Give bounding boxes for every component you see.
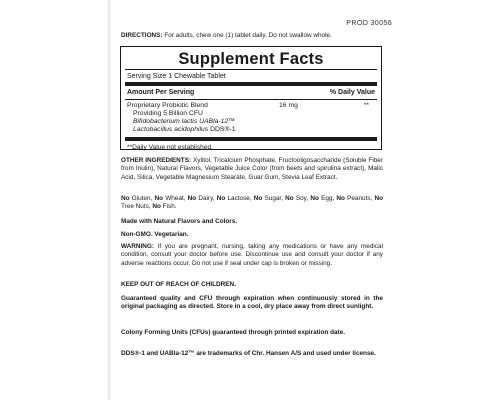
- strain-2-italic: Lactobacillus acidophilus: [133, 126, 209, 133]
- amount-header: Amount Per Serving: [127, 89, 195, 96]
- no-word: No: [152, 203, 161, 211]
- blend-sub: Providing 5 Billion CFU: [133, 110, 203, 117]
- no-word: No: [187, 195, 197, 202]
- strain-1-text: Bifidobacterium lactis UABla-12™: [133, 118, 235, 125]
- allergen-item: Soy,: [293, 195, 311, 202]
- facts-header-row: [121, 86, 381, 99]
- allergen-item: Wheat,: [163, 195, 188, 202]
- no-word: No: [336, 195, 345, 202]
- allergen-item: Peanuts,: [344, 195, 375, 202]
- allergen-item: Lactose,: [225, 195, 254, 202]
- guarantee-statement: Guaranteed quality and CFU through expiration when continuously stored in the original packaging as directed. Store in a cool, dry place away from direct sunlight.: [121, 295, 383, 311]
- non-gmo: Non-GMO. Vegetarian.: [121, 231, 189, 238]
- panel-edge: [108, 0, 112, 400]
- allergen-item: Egg,: [318, 195, 337, 202]
- directions-text: For adults, chew one (1) tablet daily. Do not swallow whole.: [162, 32, 332, 39]
- product-code: PROD 30056: [346, 18, 392, 27]
- warning-label: WARNING:: [121, 243, 155, 250]
- no-word: No: [253, 195, 263, 202]
- allergen-item: Fish.: [160, 203, 177, 211]
- no-word: No: [374, 195, 384, 202]
- dv-header: % Daily Value: [329, 89, 375, 96]
- strain-2: [127, 126, 375, 134]
- other-ingredients: [121, 157, 383, 182]
- directions-label: DIRECTIONS:: [121, 32, 163, 39]
- allergen-item: Dairy,: [196, 195, 217, 202]
- trademark-statement: DDS®-1 and UABla-12™ are trademarks of Chr. Hansen A/S and used under license.: [121, 350, 376, 357]
- serving-size: Serving Size 1 Chewable Tablet: [127, 73, 226, 80]
- allergen-list: [121, 195, 383, 212]
- directions: [121, 32, 411, 40]
- allergen-item: Gluten,: [129, 195, 155, 202]
- natural-flavors: Made with Natural Flavors and Colors.: [121, 218, 238, 225]
- blend-name: Proprietary Probiotic Blend: [127, 102, 208, 109]
- ingredients-text: Xylitol, Tricalcium Phosphate, Fructooligosaccharide (Soluble Fiber from Inulin), Natural Flavors, Vegetable Juice Color (from beets and spirulina extract), Malic Acid, Silica, Vegetable Magnesium Stearate, Guar Gum, Stevia Leaf Extract.: [121, 157, 383, 181]
- no-word: No: [154, 195, 164, 202]
- cfu-statement: Colony Forming Units (CFUs) guaranteed through printed expiration date.: [121, 329, 346, 336]
- no-word: No: [216, 195, 226, 202]
- warning: [121, 243, 383, 268]
- facts-title: Supplement Facts: [178, 50, 324, 68]
- allergen-item: Tree Nuts,: [121, 203, 153, 211]
- blend-dv: **: [363, 102, 369, 109]
- strain-1: [127, 118, 375, 126]
- no-word: No: [121, 195, 130, 202]
- no-word: No: [310, 195, 319, 202]
- keep-out-of-reach: KEEP OUT OF REACH OF CHILDREN.: [121, 281, 236, 288]
- blend-row: [121, 100, 381, 137]
- allergen-item: Sugar,: [262, 195, 286, 202]
- no-word: No: [285, 195, 294, 202]
- warning-text: If you are pregnant, nursing, taking any medications or have any medical condition, consult your doctor before use. Discontinue use and consult your doctor if any adverse reactions occur. Do not use if seal under cap is broken or missing.: [121, 243, 383, 267]
- strain-2-rest: DDS®-1: [208, 126, 236, 133]
- ingredients-label: OTHER INGREDIENTS:: [121, 157, 192, 164]
- supplement-facts-panel: [120, 46, 382, 150]
- facts-footnote: **Daily Value not established.: [127, 144, 214, 151]
- blend-amount: 16 mg: [279, 102, 298, 109]
